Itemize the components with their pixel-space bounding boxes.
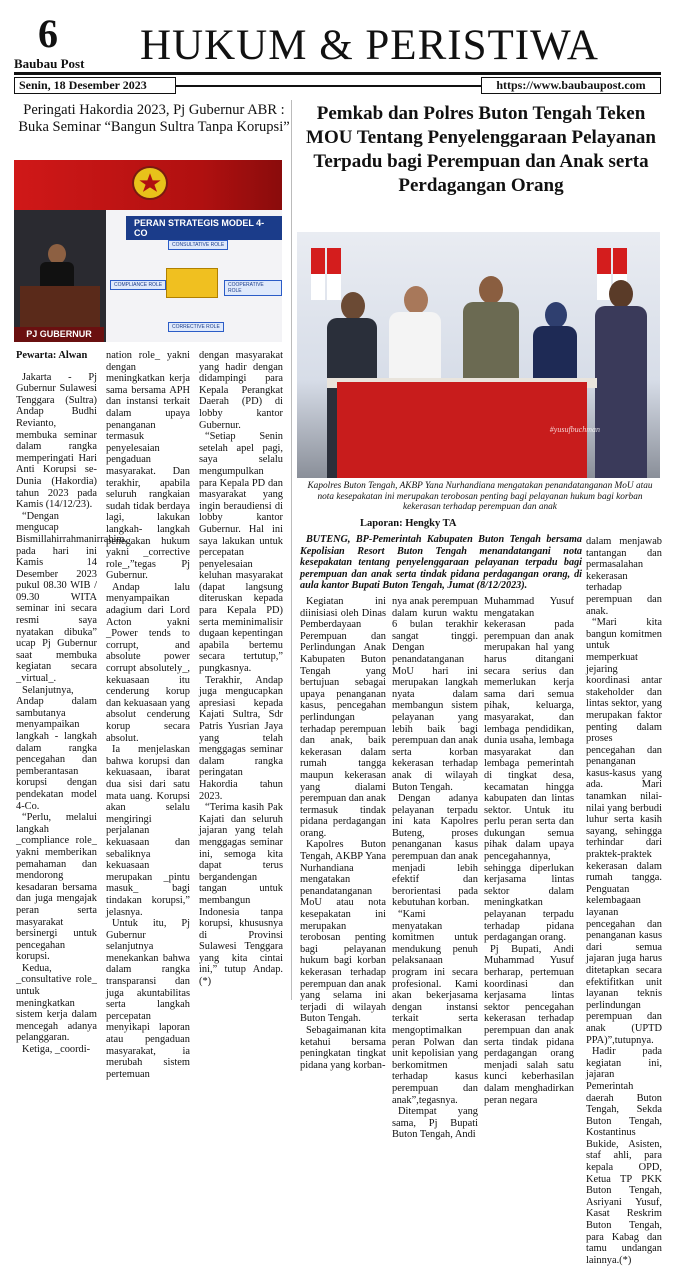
column-divider bbox=[291, 100, 292, 1000]
left-column-2 bbox=[106, 350, 190, 1080]
paper-name: Baubau Post bbox=[14, 56, 85, 71]
reporter-byline: Laporan: Hengky TA bbox=[360, 518, 457, 529]
paragraph: “Terima kasih Pak Kajati dan seluruh jajaran yang telah menggagas seminar ini, semoga kita dapat terus bergandengan tangan untuk membangun Indonesia tanpa korupsi, khususnya di Provinsi Sulawesi Tenggara yang kita cintai ini,” tutup Andap.(*) bbox=[199, 802, 283, 988]
right-column-2 bbox=[392, 596, 478, 1141]
photo-caption: Kapolres Buton Tengah, AKBP Yana Nurhandiana mengatakan penandatanganan MoU atau nota kesepakatan ini merupakan terobosan penting bagi pelayanan hukum bagi korban kekerasan terhadap perempuan dan anak bbox=[307, 481, 653, 512]
paragraph: Sebagaimanan kita ketahui bersama peningkatan tingkat pidana yang korban- bbox=[300, 1024, 386, 1071]
paragraph: “Kami menyatakan komitmen untuk mendukung penuh pelaksanaan program ini secara profesional. Kami akan bekerjasama dengan instansi terkait serta mengoptimalkan peran Polwan dan unit kepolisian yang berkomitmen terhadap kasus perempuan dan anak”,tegasnya. bbox=[392, 909, 478, 1106]
paragraph: dalam menjawab tantangan dan permasalahan kekerasan terhadap perempuan dan anak. bbox=[586, 536, 662, 617]
left-article-headline: Peringati Hakordia 2023, Pj Gubernur ABR : Buka Seminar “Bangun Sultra Tanpa Korupsi” bbox=[18, 102, 290, 135]
paragraph: Ia menjelaskan bahwa korupsi dan kekuasaan, ibarat dua sisi dari satu mata uang. Korupsi akan selalu mengiringi perjalanan kekuasaan dan sebaliknya kekuasaan merupakan _pintu masuk_ bagi tindakan korupsi,” jelasnya. bbox=[106, 744, 190, 918]
masthead-rule bbox=[14, 72, 661, 75]
emblem-icon bbox=[132, 166, 168, 200]
photo-label: PJ GUBERNUR bbox=[14, 327, 104, 342]
screen-title: PERAN STRATEGIS MODEL 4-CO bbox=[126, 216, 282, 240]
right-column-1 bbox=[300, 596, 386, 1071]
left-article-photo bbox=[14, 160, 282, 342]
paragraph: Ketiga, _coordi- bbox=[22, 1044, 91, 1056]
article-lead: BUTENG, BP-Pemerintah Kabupaten Buton Tengah bersama Kepolisian Resort Buton Tengah menandatangani nota kesepakatan tentang penyelenggaraan pelayanan terpadu bagi perempuan dan anak serta tindak pidana perdagangan orang, di aula kantor Bupati Buton Tengah, Jumat (8/12/2023). bbox=[300, 534, 582, 592]
paragraph: Muhammad Yusuf mengatakan kekerasan pada perempuan dan anak merupakan hal yang harus ditangani secara serius dan memerlukan kerja sama dari semua pihak, keluarga, masyarakat, dan lembaga pendidikan, dunia usaha, lembaga masyarakat dan lembaga pemerintah di tingkat desa, kecamatan hingga kabupaten dan lintas sektor. Untuk itu perlu peran serta dan dukungan semua pihak dalam upaya pencegahannya, sehingga diperlukan kerjasama lintas sektor dalam meningkatkan pelayanan terpadu terhadap pidana perdagangan orang. bbox=[484, 596, 574, 944]
paragraph: Kedua, _consultative role_ untuk meningkatkan sistem kerja dalam mencegah adanya pelanggaran. bbox=[16, 962, 97, 1044]
paragraph: Ditempat yang sama, Pj Bupati Buton Tengah, Andi bbox=[392, 1106, 478, 1141]
presentation-screen bbox=[106, 210, 282, 342]
paragraph: “Mari kita bangun komitmen untuk memperkuat jejaring koordinasi antar stakeholder dan lintas sektor, yang merupakan faktor penting dalam proses pencegahan dan penanganan kasus-kasus yang ada. Mari tanamkan nilai-nilai yang berbudi luhur serta kasih sayang, sehingga terhindar dari praktek-praktek kekerasan dalam rumah tangga. Penguatan kelembagaan layanan pencegahan dan penanganan kasus dari semua jajaran juga harus ditetapkan secara efektifitkan unit layanan teknis perlindungan perempuan dan anak (UPTD PPA)”,tutupnya. bbox=[586, 617, 662, 1046]
page-number: 6 bbox=[38, 11, 58, 56]
paragraph: Untuk itu, Pj Gubernur selanjutnya menekankan bahwa dalam rangka transparansi dan juga akuntabilitas serta langkah percepatan menyikapi laporan atau pengaduan masyarakat, ia merubah sistem pertemuan bbox=[106, 918, 190, 1080]
flag-icon bbox=[311, 248, 325, 300]
paragraph: Hadir pada kegiatan ini, jajaran Pemerintah daerah Buton Tengah, Sekda Buton Tengah, Kostantinus Bukide, Asisten, staf ahli, para kepala OPD, Ketua TP PKK Buton Tengah, Asriyani Yusuf, Kasat Reskrim Buton Tengah, para Kabag dan tamu undangan lainnya.(*) bbox=[586, 1046, 662, 1266]
screen-box: COOPERATIVE ROLE bbox=[224, 280, 282, 296]
paragraph: “Setiap Senin setelah apel pagi, saya selalu mengumpulkan para Kepala PD dan masyarakat yang ingin beraudiensi di lobby kantor Gubernur. Hal ini saya lakukan untuk percepatan penyelesaian keluhan masyarakat (dapat langsung diteruskan kepada para Kepala PD) serta meminimalisir dugaan kepentingan apabila bertemu secara tertutup,” pungkasnya. bbox=[199, 431, 283, 675]
paragraph: Andap lalu menyampaikan adagium dari Lord Acton yakni _Power tends to corrupt, and absolute power corrupt absolutely_, kekuasaan itu cenderung korup dan kekuasaan yang absolut cenderung korup secara absolut. bbox=[106, 581, 190, 744]
left-column-1 bbox=[16, 350, 128, 1056]
photo-watermark: #yusufbuchman bbox=[549, 425, 600, 434]
right-column-3 bbox=[484, 596, 574, 1106]
paragraph: “Dengan mengucap Bismillahirrahmanirrahim, pada hari ini Kamis 14 Desember 2023 pukul 08.30 WIB / 09.30 WITA seminar ini secara resmi saya nyatakan dibuka” ucap Pj Gubernur saat membuka kegiatan secara _virtual_. bbox=[16, 510, 128, 685]
right-column-4 bbox=[586, 536, 662, 1266]
website-url[interactable]: https://www.baubaupost.com bbox=[481, 77, 661, 94]
screen-box: CORRECTIVE ROLE bbox=[168, 322, 224, 332]
issue-date: Senin, 18 Desember 2023 bbox=[14, 77, 176, 94]
paragraph: Dengan adanya pelayanan terpadu ini kata Kapolres Buteng, proses penanganan kasus perempuan dan anak menjadi lebih efektif dan berorientasi pada kebutuhan korban. bbox=[392, 793, 478, 909]
paragraph: nation role_ yakni dengan meningkatkan kerja sama bersama APH dan instansi terkait dalam upaya penanganan termasuk penyelesaian pengaduan masyarakat. Dan terakhir, apabila seluruh rangkaian sudah tidak berdaya lagi, lakukan langkah- langkah penegakan hukum yakni _corrective role_,”tegas Pj Gubernur. bbox=[106, 350, 190, 582]
right-article-headline: Pemkab dan Polres Buton Tengah Teken MOU Tentang Penyelenggaraan Pelayanan Terpadu bagi Perempuan dan Anak serta Perdagangan Orang bbox=[306, 103, 656, 196]
paragraph: Selanjutnya, Andap dalam sambutanya menyampaikan langkah - langkah dalam rangka pencegahan dan pemberantasan korupsi dengan pendekatan model 4-Co. bbox=[16, 684, 97, 812]
paragraph: Jakarta - Pj Gubernur Sulawesi Tenggara (Sultra) Andap Budhi Revianto, membuka seminar dalam rangka memperingati Hari Anti Korupsi se-Dunia (Hakordia) tahun 2023 pada Kamis (14/12/23). bbox=[16, 371, 97, 511]
byline: Pewarta: Alwan bbox=[16, 350, 88, 361]
screen-box: COMPLIANCE ROLE bbox=[110, 280, 166, 290]
right-article-photo bbox=[297, 232, 660, 478]
date-url-rule bbox=[176, 85, 481, 87]
section-title: HUKUM & PERISTIWA bbox=[140, 22, 599, 69]
screen-box: CONSULTATIVE ROLE bbox=[168, 240, 228, 250]
paragraph: Pj Bupati, Andi Muhammad Yusuf berharap, pertemuan koordinasi dan kerjasama lintas sektor pencegahan kekerasan terhadap perempuan dan anak serta tindak pidana perdagangan orang menjadi salah satu kunci keberhasilan dalam menghadirkan peran negara bbox=[484, 943, 574, 1106]
paragraph: Kapolres Buton Tengah, AKBP Yana Nurhandiana mengatakan penandatanganan MoU atau nota kesepakatan ini merupakan terobosan penting bagi pelayanan hukum bagi korban kekerasan terhadap perempuan dan anak yang selama ini terjadi di wilayah Buton Tengah. bbox=[300, 839, 386, 1025]
speaker-figure bbox=[40, 244, 74, 288]
left-column-3 bbox=[199, 350, 283, 988]
paragraph: Kegiatan ini diinisiasi oleh Dinas Pemberdayaan Perempuan dan Perlindungan Anak Kabupaten Buton Tengah yang bertujuan sebagai upaya penanganan kasus, pencegahan perlindungan terhadap perempuan dan anak, baik kekerasan dalam rumah tangga maupun kekerasan yang dialami perempuan dan anak termasuk tindak pidana perdagangan orang. bbox=[300, 596, 386, 839]
paragraph: dengan masyarakat yang hadir dengan didampingi para Kepala Perangkat Daerah (PD) di lobby kantor Gubernur. bbox=[199, 350, 283, 431]
paragraph: “Perlu, melalui langkah _compliance role_ yakni memberikan pemahaman dan mendorong kesadaran bersama dan juga mengajak peran serta masyarakat bersinergi untuk pencegahan korupsi. bbox=[16, 812, 97, 963]
paragraph: nya anak perempuan dalam kurun waktu 6 bulan terakhir sangat tinggi. Dengan penandatanganan MoU hari ini merupakan langkah nyata dalam membangun sistem pelayanan yang lebih baik bagi perempuan dan anak serta korban kekerasan terhadap anak di wilayah Buton Tengah. bbox=[392, 596, 478, 793]
person-figure bbox=[595, 280, 647, 478]
screen-center-block bbox=[166, 268, 218, 298]
paragraph: Terakhir, Andap juga mengucapkan apresiasi kepada Kajati Sultra, Sdr Patris Yusrian Jaya yang telah menggagas seminar dalam rangka peringatan Hakordia tahun 2023. bbox=[199, 674, 283, 802]
